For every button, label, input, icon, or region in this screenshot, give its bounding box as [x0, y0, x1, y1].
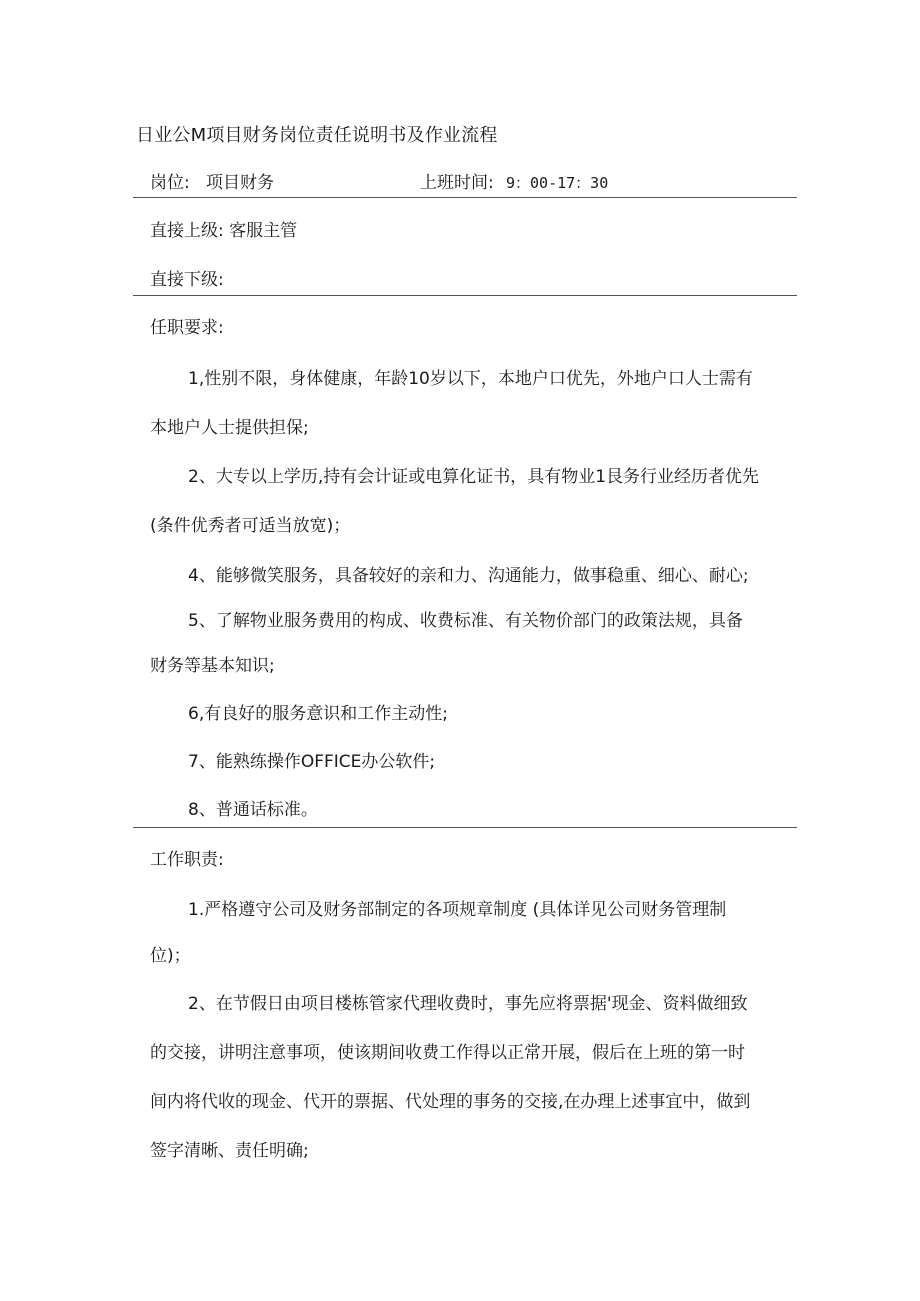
- requirement-line: 本地户人士提供担保;: [150, 418, 309, 438]
- divider: [133, 295, 797, 296]
- divider: [133, 197, 797, 198]
- direct-subordinate-label: 直接下级:: [150, 270, 224, 290]
- direct-superior: [150, 219, 297, 243]
- requirement-line: 5、了解物业服务费用的构成、收费标准、有关物价部门的政策法规，具备: [188, 611, 743, 631]
- duty-line: 的交接，讲明注意事项，使该期间收费工作得以正常开展，假后在上班的第一时: [150, 1043, 745, 1063]
- direct-superior-label: 直接上级:: [150, 221, 224, 241]
- post-value: 项目财务: [206, 173, 274, 193]
- requirement-line: 6,有良好的服务意识和工作主动性;: [188, 704, 448, 724]
- duties-heading: 工作职责:: [150, 850, 224, 870]
- requirement-line: 4、能够微笑服务，具备较好的亲和力、沟通能力，做事稳重、细心、耐心;: [188, 566, 749, 586]
- requirement-line: 7、能熟练操作OFFICE办公软件;: [188, 752, 436, 772]
- duty-line: 签字清晰、责任明确;: [150, 1141, 309, 1161]
- requirement-line: (条件优秀者可适当放宽)；: [150, 516, 351, 536]
- work-hours-label: 上班时间:: [420, 173, 494, 193]
- duty-line: 间内将代收的现金、代开的票据、代处理的事务的交接,在办理上述事宜中，做到: [150, 1092, 751, 1112]
- requirements-heading: 任职要求:: [150, 318, 224, 338]
- requirement-line: 8、普通话标准。: [188, 800, 318, 820]
- document-title: 日业公M项目财务岗位责任说明书及作业流程: [136, 125, 498, 146]
- direct-superior-value: 客服主管: [229, 221, 298, 241]
- duty-line: 1.严格遵守公司及财务部制定的各项规章制度 (具体详见公司财务管理制: [188, 900, 727, 920]
- duty-line: 位)；: [150, 946, 191, 966]
- post-label: 岗位:: [150, 173, 190, 193]
- divider: [133, 827, 797, 828]
- work-hours-value: 9：00-17：30: [506, 174, 609, 192]
- requirement-line: 财务等基本知识;: [150, 656, 275, 676]
- duty-line: 2、在节假日由项目楼栋管家代理收费时，事先应将票据'现金、资料做细致: [188, 994, 748, 1014]
- requirement-line: 1,性别不限，身体健康，年龄10岁以下，本地户口优先，外地户口人士需有: [188, 369, 753, 389]
- requirement-line: 2、大专以上学历,持有会计证或电算化证书，具有物业1艮务行业经历者优先: [188, 467, 760, 487]
